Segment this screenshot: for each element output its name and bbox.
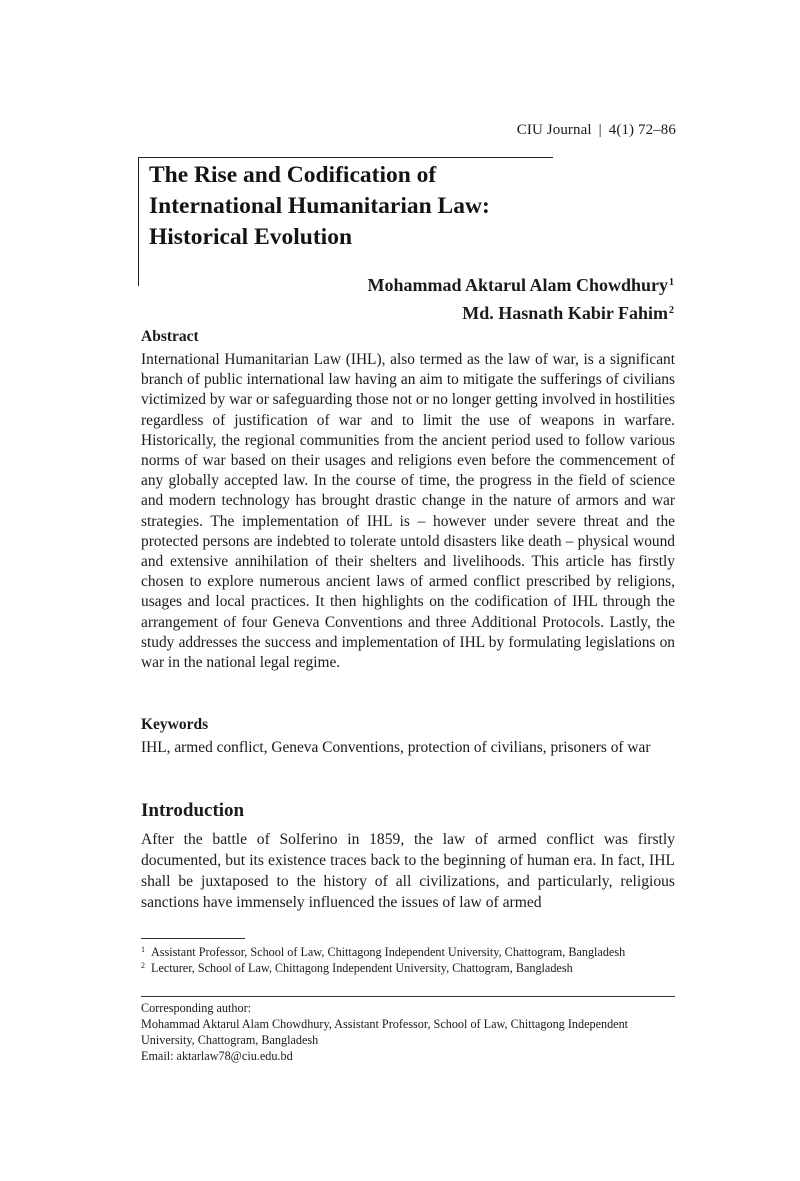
article-title xyxy=(149,160,569,253)
corresponding-divider xyxy=(141,996,675,997)
footnote-text: Lecturer, School of Law, Chittagong Independent University, Chattogram, Bangladesh xyxy=(151,961,573,975)
footnote-mark: 2 xyxy=(141,961,145,970)
corresponding-email: Email: aktarlaw78@ciu.edu.bd xyxy=(141,1049,293,1063)
author-name: Mohammad Aktarul Alam Chowdhury xyxy=(367,275,668,295)
author-list xyxy=(367,270,674,326)
footnote-mark: 1 xyxy=(141,945,145,954)
author-1 xyxy=(367,270,674,298)
author-name: Md. Hasnath Kabir Fahim xyxy=(462,303,668,323)
footnote-text: Assistant Professor, School of Law, Chittagong Independent University, Chattogram, Bangladesh xyxy=(151,945,626,959)
journal-issue-pages: 4(1) 72–86 xyxy=(608,122,676,138)
author-footnote-mark: 1 xyxy=(669,277,674,288)
footnote-1 xyxy=(141,944,675,960)
corresponding-author-block xyxy=(141,1000,675,1064)
corresponding-details: Mohammad Aktarul Alam Chowdhury, Assistant Professor, School of Law, Chittagong Independent University, Chattogram, Bangladesh xyxy=(141,1017,629,1047)
abstract-text: International Humanitarian Law (IHL), also termed as the law of war, is a significant branch of public international law having an aim to mitigate the sufferings of civilians victimized by war or safeguarding those not or no longer getting involved in hostilities regardless of justification of war and to limit the use of weapons in warfare. Historically, the regional communities from the ancient period used to follow various norms of war based on their usages and religions even before the commencement of any globally accepted law. In the course of time, the progress in the field of science and modern technology has brought drastic change in the nature of armors and war strategies. The implementation of IHL is – however under severe threat and the protected persons are indebted to tolerate untold disasters like death – physical wound and extensive annihilation of their shelters and livelihoods. This article has firstly chosen to explore numerous ancient laws of armed conflict prescribed by religions, usages and local practices. It then highlights on the codification of IHL through the arrangement of four Geneva Conventions and three Additional Protocols. Lastly, the study addresses the success and implementation of IHL by formulating legislations on war in the national legal regime. xyxy=(141,351,675,672)
footnote-divider xyxy=(141,938,245,939)
footnote-2 xyxy=(141,960,675,976)
keywords-text: IHL, armed conflict, Geneva Conventions, protection of civilians, prisoners of war xyxy=(141,739,651,756)
title-line-2: International Humanitarian Law: xyxy=(149,193,490,219)
title-line-3: Historical Evolution xyxy=(149,224,353,250)
header-separator: | xyxy=(598,122,602,138)
author-2 xyxy=(367,298,674,326)
footnotes xyxy=(141,944,675,976)
introduction-text: After the battle of Solferino in 1859, the law of armed conflict was firstly documented, but its existence traces back to the beginning of human era. In fact, IHL shall be juxtaposed to the history of all civilizations, and particularly, religious sanctions have immensely influenced the issues of law of armed xyxy=(141,831,675,911)
abstract-heading: Abstract xyxy=(141,328,199,345)
author-footnote-mark: 2 xyxy=(669,305,674,316)
journal-name: CIU Journal xyxy=(516,122,592,138)
keywords-heading: Keywords xyxy=(141,716,209,733)
introduction-heading: Introduction xyxy=(141,800,245,821)
title-line-1: The Rise and Codification of xyxy=(149,162,437,188)
journal-header xyxy=(517,122,676,139)
corresponding-label: Corresponding author: xyxy=(141,1001,252,1015)
